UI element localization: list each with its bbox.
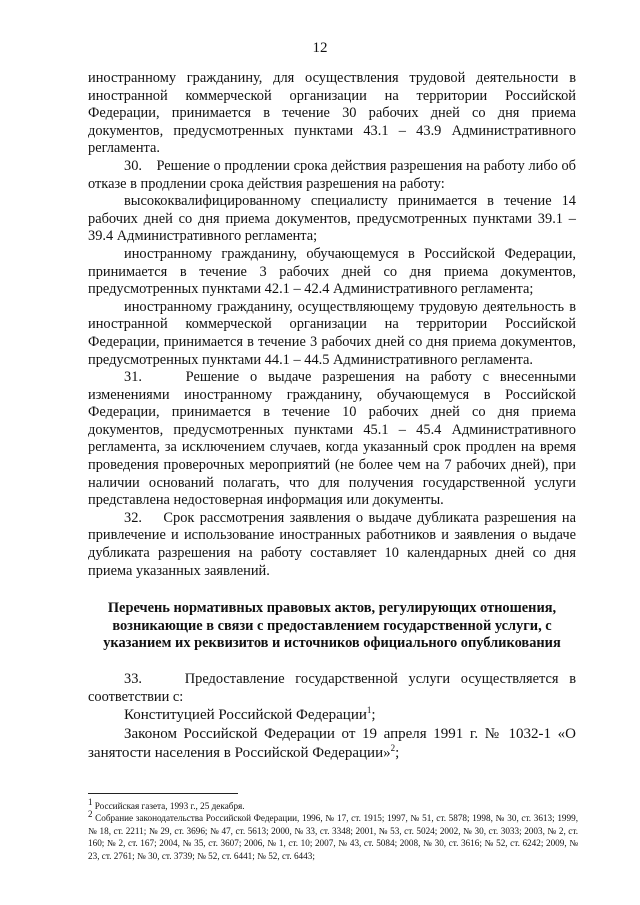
- paragraph-30-item-2: иностранному гражданину, обучающемуся в Российской Федерации, принимается в течение 3 рабочих дней со дня приема документов, предусмотренных пунктами 42.1 – 42.4 Административного регламента;: [88, 245, 576, 298]
- paragraph-31: 31. Решение о выдаче разрешения на работу с внесенными изменениями иностранному гражданину, обучающемуся в Российской Федерации, принимается в течение 10 рабочих дней со дня приема документов, предусмотренных пунктами 45.1 – 45.4 Административного регламента, за исключением случаев, когда указанный срок продлен на время проведения проверочных мероприятий (не более чем на 7 рабочих дней), при наличии оснований полагать, что для получения государственной услуги представлена недостоверная информация или документы.: [88, 369, 576, 509]
- paragraph-33: 33. Предоставление государственной услуги осуществляется в соответствии с:: [88, 671, 576, 705]
- footnote-ref-1: 1: [366, 705, 372, 716]
- constitution-end: ;: [371, 707, 376, 724]
- law-text: Законом Российской Федерации от 19 апреля 1991 г. № 1032-1 «О занятости населения в Российской Федерации»: [88, 726, 576, 762]
- footnote-text: Российская газета, 1993 г., 25 декабря.: [92, 801, 245, 811]
- section-heading: Перечень нормативных правовых актов, регулирующих отношения, возникающие в связи с предоставлением государственной услуги, с указанием их реквизитов и источников официального опубликования: [103, 600, 561, 652]
- paragraph-30-item-3: иностранному гражданину, осуществляющему трудовую деятельность в иностранной коммерческой организации на территории Российской Федерации, принимается в течение 3 рабочих дней со дня приема документов, предусмотренных пунктами 44.1 – 44.5 Административного регламента.: [88, 298, 576, 368]
- footnotes: [88, 796, 578, 862]
- footnote-mark: 1: [88, 796, 93, 807]
- paragraph-32: 32. Срок рассмотрения заявления о выдаче дубликата разрешения на привлечение и использование иностранных работников и заявления о выдаче дубликата разрешения на работу составляет 10 календарных дней со дня приема указанных заявлений.: [88, 509, 576, 579]
- footnote-mark: 2: [88, 809, 93, 820]
- footnote-text: Собрание законодательства Российской Федерации, 1996, № 17, ст. 1915; 1997, № 51, ст. 5878; 1998, № 30, ст. 3613; 1999, № 18, ст. 2211; № 29, ст. 3696; № 47, ст. 5613; 2000, № 33, ст. 3348; 2001, № 53, ст. 5024; 2002, № 30, ст. 3033; 2003, № 2, ст. 160; № 2, ст. 167; 2004, № 35, ст. 3607; 2006, № 1, ст. 10; 2007, № 43, ст. 5084; 2008, № 30, ст. 3616; № 52, ст. 6242; 2009, № 23, ст. 2761; № 30, ст. 3739; № 52, ст. 6441; № 52, ст. 6443;: [88, 813, 578, 861]
- footnote-separator: [88, 793, 238, 794]
- paragraph-30: 30. Решение о продлении срока действия разрешения на работу либо об отказе в продлении срока действия разрешения на работу:: [88, 157, 576, 192]
- footnote-ref-2: 2: [390, 743, 396, 754]
- paragraph-continuation: иностранному гражданину, для осуществления трудовой деятельности в иностранной коммерческой организации на территории Российской Федерации, принимается в течение 30 рабочих дней со дня приема документов, предусмотренных пунктами 43.1 – 43.9 Административного регламента.: [88, 70, 576, 157]
- law-end: ;: [395, 745, 400, 762]
- constitution-item: [88, 706, 576, 725]
- footnote-1: [88, 796, 578, 812]
- law-item: [88, 725, 576, 763]
- document-body: [88, 70, 576, 763]
- paragraph-30-item-1: высококвалифицированному специалисту принимается в течение 14 рабочих дней со дня приема документов, предусмотренных пунктами 39.1 – 39.4 Административного регламента;: [88, 193, 576, 245]
- constitution-text: Конституцией Российской Федерации: [124, 707, 367, 724]
- page-number: 12: [312, 40, 328, 56]
- footnote-2: [88, 809, 578, 862]
